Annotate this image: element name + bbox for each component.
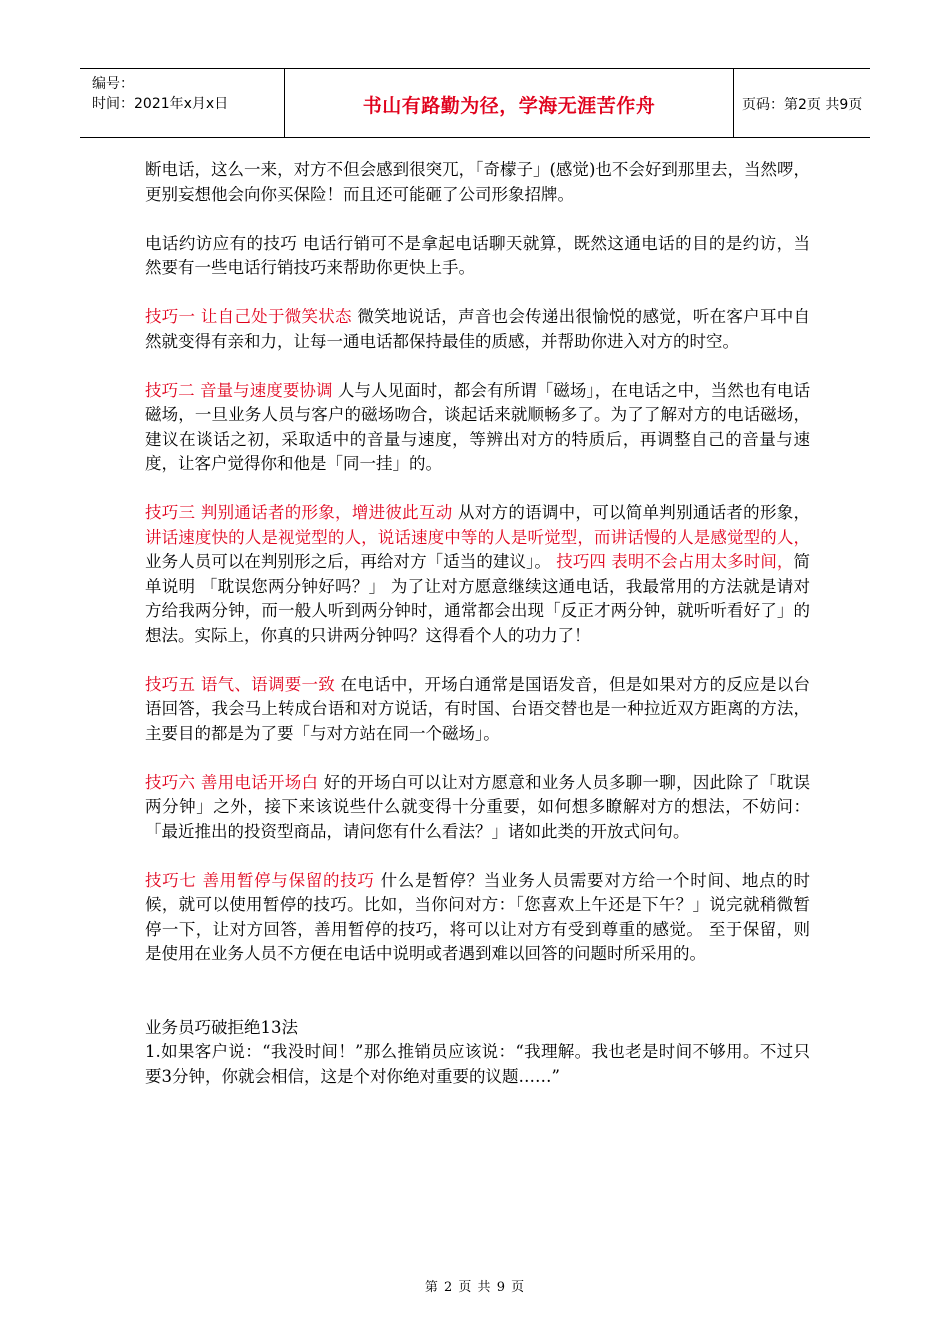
tip-5 (145, 673, 810, 747)
paragraph-text: 断电话，这么一来，对方不但会感到很突兀，「奇檬子」(感觉)也不会好到那里去，当然啰，更别妄想他会向你买保险！而且还可能砸了公司形象招牌。 (145, 160, 810, 204)
page-footer: 第 2 页 共 9 页 (424, 1280, 526, 1295)
tip-4-title: 技巧四 表明不会占用太多时间， (556, 552, 794, 571)
tip-1-title: 技巧一 让自己处于微笑状态 (145, 307, 352, 326)
tip-6-body: 好的开场白可以让对方愿意和业务人员多聊一聊，因此除了「耽误两分钟」之外，接下来该说些什么就变得十分重要，如何想多瞭解对方的想法，不妨问：「最近推出的投资型商品，请问您有什么看法？」诸如此类的开放式问句。 (145, 772, 811, 841)
tip-7-body: 什么是暂停？当业务人员需要对方给一个时间、地点的时候，就可以使用暂停的技巧。比如，当你问对方：「您喜欢上午还是下午？」说完就稍微暂停一下，让对方回答，善用暂停的技巧，将可以让对方有受到尊重的感觉。 至于保留，则是使用在业务人员不方便在电话中说明或者遇到难以回答的问题时所采用的。 (145, 870, 810, 963)
code-label: 编号： (92, 76, 134, 92)
tip-1 (145, 305, 810, 354)
header-motto-cell (284, 69, 734, 137)
paragraph-continuation (145, 158, 810, 207)
date-line: 时间：2021年x月x日 (92, 96, 229, 112)
tip-5-body: 在电话中，开场白通常是国语发音，但是如果对方的反应是以台语回答，我会马上转成台语和对方说话，有时国、台语交替也是一种拉近双方距离的方法，主要目的都是为了要「与对方站在同一个磁场」。 (145, 674, 810, 743)
tip-3-title: 技巧三 判别通话者的形象，增进彼此互动 (145, 503, 453, 522)
tip-2-body: 人与人见面时，都会有所谓「磁场」，在电话之中，当然也有电话磁场，一旦业务人员与客户的磁场吻合，谈起话来就顺畅多了。为了了解对方的电话磁场，建议在谈话之初，采取适中的音量与速度，等辨出对方的特质后，再调整自己的音量与速度，让客户觉得你和他是「同一挂」的。 (145, 380, 811, 473)
tip-3-4 (145, 501, 810, 648)
header-left-cell (80, 69, 284, 137)
tip-3-body-cont: 业务人员可以在判别形之后，再给对方「适当的建议」。 (145, 552, 557, 571)
tip-4-body: 简单说明 「耽误您两分钟好吗？」 为了让对方愿意继续这通电话，我最常用的方法就是请对方给我两分钟，而一般人听到两分钟时，通常都会出现「反正才两分钟，就听听看好了」的想法。实际上，你真的只讲两分钟吗？这得看个人的功力了！ (145, 552, 811, 645)
tip-2 (145, 379, 810, 477)
tip-2-title: 技巧二 音量与速度要协调 (145, 380, 333, 400)
list-item: 1.如果客户说：“我没时间！”那么推销员应该说：“我理解。我也老是时间不够用。不过只要3分钟，你就会相信，这是个对你绝对重要的议题……” (145, 1042, 810, 1086)
paragraph-text: 电话约访应有的技巧 电话行销可不是拿起电话聊天就算，既然这通电话的目的是约访，当然要有一些电话行销技巧来帮助你更快上手。 (145, 233, 810, 277)
page-info: 页码：第2页 共9页 (742, 97, 863, 113)
header-page-cell (732, 69, 870, 137)
motto: 书山有路勤为径，学海无涯苦作舟 (362, 95, 656, 117)
tip-3-highlight: 讲话速度快的人是视觉型的人，说话速度中等的人是听觉型，而讲话慢的人是感觉型的人， (145, 527, 810, 547)
tip-6-title: 技巧六 善用电话开场白 (145, 772, 319, 792)
page-header (80, 68, 870, 138)
tip-7-title: 技巧七 善用暂停与保留的技巧 (145, 870, 375, 890)
tip-1-body: 微笑地说话，声音也会传递出很愉悦的感觉，听在客户耳中自然就变得有亲和力，让每一通电话都保持最佳的质感，并帮助你进入对方的时空。 (145, 307, 810, 351)
document-body (145, 158, 810, 1089)
tip-7 (145, 869, 810, 967)
section-heading: 业务员巧破拒绝13法 (145, 1017, 298, 1037)
paragraph-intro (145, 232, 810, 281)
tip-3-body: 从对方的语调中，可以简单判别通话者的形象， (452, 503, 811, 522)
tip-6 (145, 771, 810, 845)
tip-5-title: 技巧五 语气、语调要一致 (145, 674, 336, 694)
